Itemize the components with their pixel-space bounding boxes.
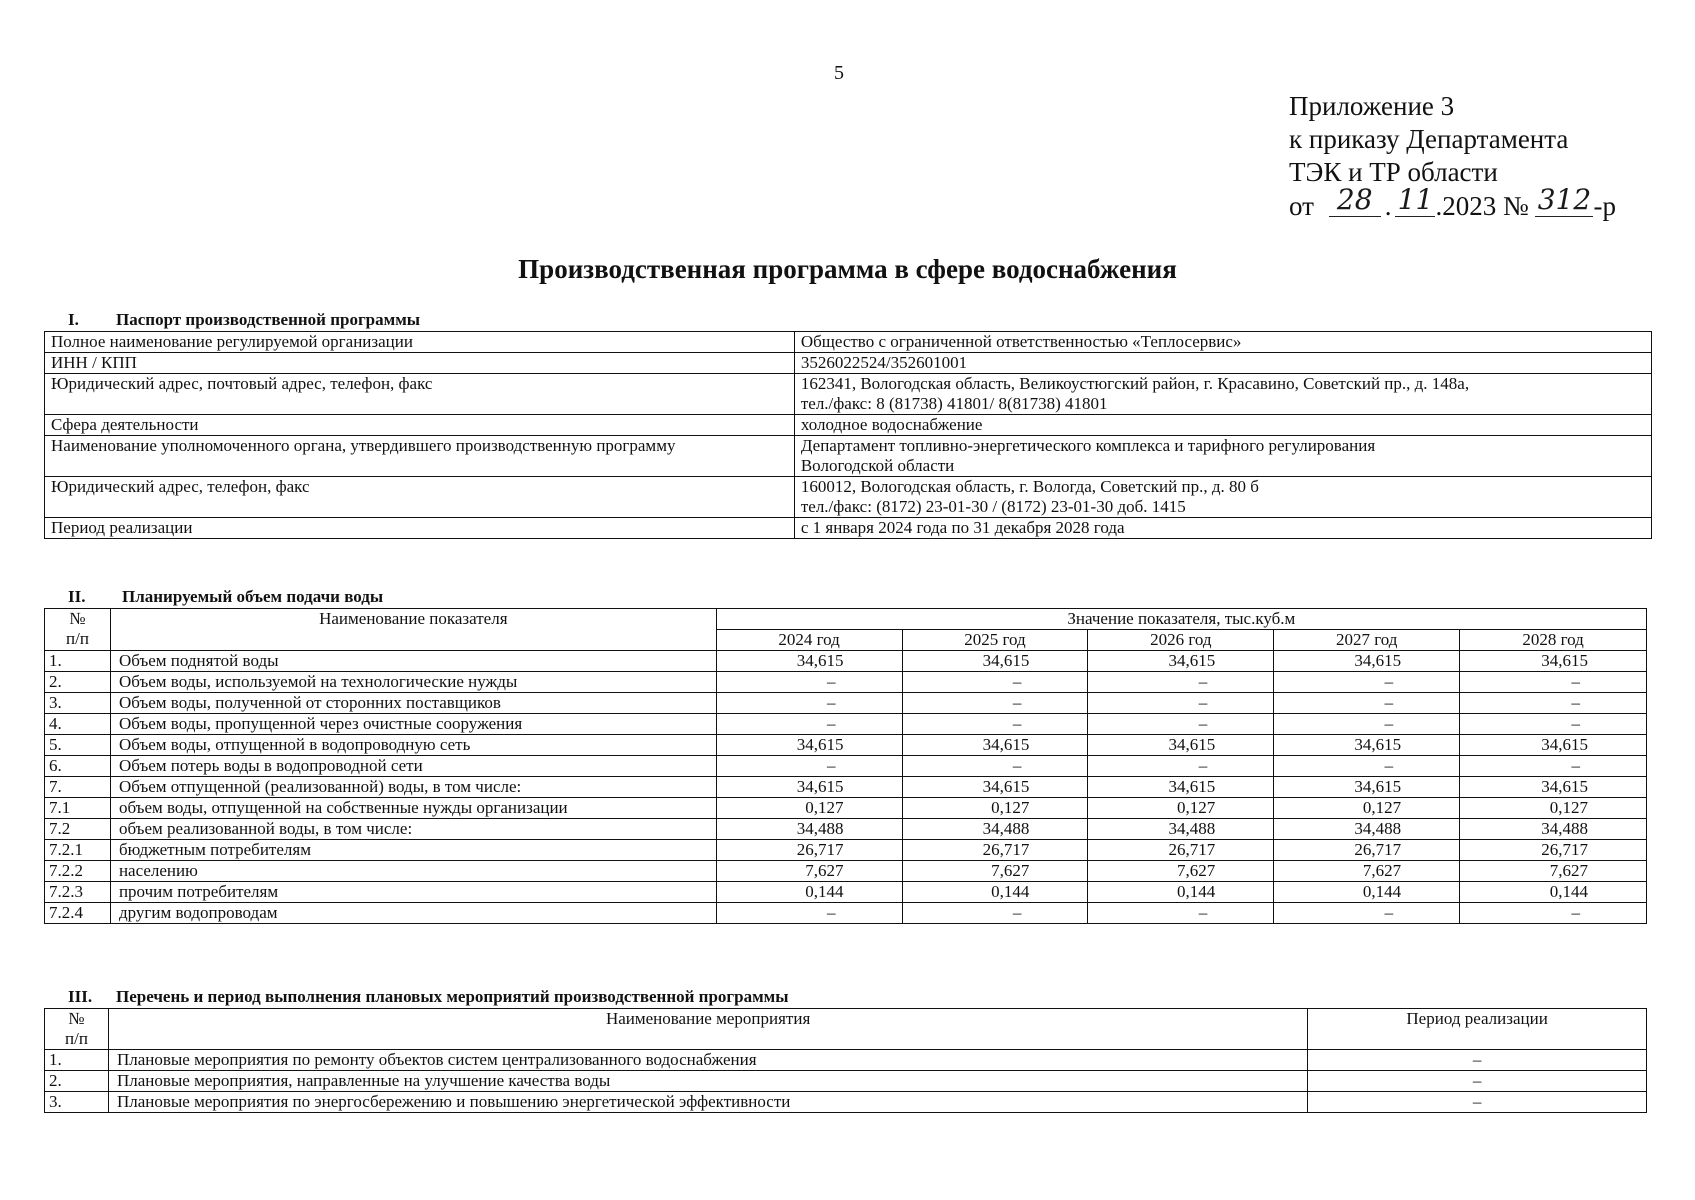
table-row [45,477,1652,518]
table-row [45,518,1652,539]
date-prefix: от [1289,191,1314,221]
indicator-value: 34,615 [902,777,1088,798]
indicator-name: Объем поднятой воды [110,651,716,672]
table-row [45,882,1647,903]
column-header-number [45,609,111,651]
measure-period: – [1308,1092,1647,1113]
table-row [45,735,1647,756]
passport-table [44,331,1652,539]
column-header-number-line-1: № [69,609,86,628]
passport-label: Юридический адрес, почтовый адрес, телефон, факс [45,374,795,415]
date-day-field [1329,183,1381,217]
table-row [45,374,1652,415]
section-1-title [68,310,420,330]
indicator-value: – [902,903,1088,924]
indicator-value: – [1460,672,1647,693]
column-header-year: 2028 год [1460,630,1647,651]
indicator-value: – [1460,693,1647,714]
column-header-year: 2024 год [716,630,902,651]
indicator-value: 34,615 [1274,651,1460,672]
indicator-value: 34,615 [1460,735,1647,756]
table-row [45,651,1647,672]
indicator-value: – [1460,714,1647,735]
table-row [45,777,1647,798]
row-number: 7.2.1 [45,840,111,861]
row-number: 5. [45,735,111,756]
appendix-line-3: ТЭК и ТР области [1289,157,1498,187]
row-number: 4. [45,714,111,735]
indicator-name: Объем воды, используемой на технологические нужды [110,672,716,693]
row-number: 7.2.3 [45,882,111,903]
appendix-block [1289,90,1616,223]
passport-label: Сфера деятельности [45,415,795,436]
row-number: 1. [45,1050,109,1071]
indicator-value: – [1088,672,1274,693]
indicator-value: 26,717 [902,840,1088,861]
section-2-title [68,587,383,607]
section-1-number: I. [68,310,79,329]
section-2-label: Планируемый объем подачи воды [122,587,384,606]
table-header-row [45,609,1647,630]
indicator-value: 0,127 [902,798,1088,819]
passport-value [794,374,1651,415]
passport-value: 3526022524/352601001 [794,353,1651,374]
passport-value-line-1: 160012, Вологодская область, г. Вологда, Советский пр., д. 80 б [800,477,1259,496]
indicator-value: 0,127 [1460,798,1647,819]
passport-value: Общество с ограниченной ответственностью «Теплосервис» [794,332,1651,353]
indicator-value: 34,615 [902,735,1088,756]
table-row [45,1050,1647,1071]
table-row [45,840,1647,861]
indicator-value: 34,615 [1460,651,1647,672]
row-number: 7.2 [45,819,111,840]
row-number: 3. [45,1092,109,1113]
indicator-value: – [1274,903,1460,924]
indicator-name: населению [110,861,716,882]
measure-name: Плановые мероприятия по энергосбережению и повышению энергетической эффективности [108,1092,1307,1113]
measure-name: Плановые мероприятия по ремонту объектов систем централизованного водоснабжения [108,1050,1307,1071]
row-number: 7.1 [45,798,111,819]
column-header-year: 2025 год [902,630,1088,651]
section-3-label: Перечень и период выполнения плановых мероприятий производственной программы [116,987,789,1006]
indicator-value: 7,627 [716,861,902,882]
row-number: 6. [45,756,111,777]
passport-value: с 1 января 2024 года по 31 декабря 2028 года [794,518,1651,539]
section-3-title [68,987,789,1007]
indicator-value: 34,615 [1274,735,1460,756]
appendix-date-line [1289,183,1616,223]
indicator-value: 0,144 [902,882,1088,903]
indicator-name: Объем воды, отпущенной в водопроводную сеть [110,735,716,756]
appendix-line-1: Приложение 3 [1289,91,1455,121]
passport-label: Наименование уполномоченного органа, утвердившего производственную программу [45,436,795,477]
column-header-measure: Наименование мероприятия [108,1009,1307,1050]
table-row [45,1092,1647,1113]
row-number: 7. [45,777,111,798]
passport-value-line-2: Вологодской области [800,456,955,475]
indicator-value: – [716,903,902,924]
row-number: 3. [45,693,111,714]
indicator-value: – [1460,903,1647,924]
indicator-value: 34,488 [1460,819,1647,840]
indicator-value: 0,144 [1460,882,1647,903]
page-number: 5 [834,62,844,84]
order-suffix: -р [1593,191,1616,221]
indicator-value: 7,627 [1274,861,1460,882]
indicator-value: – [1274,693,1460,714]
passport-value-line-1: Департамент топливно-энергетического комплекса и тарифного регулирования [800,436,1376,455]
indicator-name: Объем потерь воды в водопроводной сети [110,756,716,777]
indicator-value: – [1088,693,1274,714]
indicator-value: – [1088,714,1274,735]
table-row [45,1071,1647,1092]
indicator-value: – [716,672,902,693]
indicator-value: 0,144 [1274,882,1460,903]
column-header-number [45,1009,109,1050]
section-1-label: Паспорт производственной программы [116,310,421,329]
indicator-value: 34,615 [1088,735,1274,756]
column-header-number-line-1: № [68,1009,85,1028]
passport-value [794,436,1651,477]
column-header-number-line-2: п/п [66,629,89,648]
indicator-value: 34,488 [902,819,1088,840]
indicator-value: – [1460,756,1647,777]
table-row [45,436,1652,477]
indicator-value: 26,717 [716,840,902,861]
row-number: 2. [45,672,111,693]
indicator-value: – [902,714,1088,735]
order-number-handwritten: 312 [1537,183,1592,216]
indicator-value: – [902,756,1088,777]
indicator-value: 34,488 [716,819,902,840]
indicator-name: бюджетным потребителям [110,840,716,861]
table-row [45,415,1652,436]
indicator-name: Объем воды, полученной от сторонних поставщиков [110,693,716,714]
table-header-row [45,1009,1647,1050]
date-separator: . [1384,191,1392,221]
table-row [45,903,1647,924]
table-row [45,798,1647,819]
passport-label: ИНН / КПП [45,353,795,374]
indicator-value: 0,127 [716,798,902,819]
table-row [45,332,1652,353]
indicator-value: 34,615 [902,651,1088,672]
indicator-value: – [716,693,902,714]
section-3-number: III. [68,987,93,1006]
table-row [45,693,1647,714]
passport-value-line-2: тел./факс: 8 (81738) 41801/ 8(81738) 41801 [800,394,1108,413]
indicator-value: 0,127 [1088,798,1274,819]
indicator-value: – [716,756,902,777]
passport-value: холодное водоснабжение [794,415,1651,436]
row-number: 2. [45,1071,109,1092]
indicator-value: – [1274,756,1460,777]
water-supply-table-body [45,651,1647,924]
indicator-value: 34,615 [1088,651,1274,672]
column-header-period: Период реализации [1308,1009,1647,1050]
indicator-value: – [1088,903,1274,924]
table-row [45,819,1647,840]
indicator-value: – [1274,672,1460,693]
document-title: Производственная программа в сфере водоснабжения [518,254,1177,284]
indicator-value: 0,144 [716,882,902,903]
table-row [45,756,1647,777]
indicator-name: другим водопроводам [110,903,716,924]
passport-value-line-1: 162341, Вологодская область, Великоустюгский район, г. Красавино, Советский пр., д. 148а, [800,374,1470,393]
order-number-field [1535,183,1593,217]
indicator-value: 34,615 [716,735,902,756]
passport-label: Юридический адрес, телефон, факс [45,477,795,518]
indicator-value: – [716,714,902,735]
indicator-name: объем реализованной воды, в том числе: [110,819,716,840]
passport-label: Полное наименование регулируемой организации [45,332,795,353]
indicator-value: 7,627 [902,861,1088,882]
indicator-value: 0,144 [1088,882,1274,903]
measure-name: Плановые мероприятия, направленные на улучшение качества воды [108,1071,1307,1092]
indicator-value: 34,615 [716,777,902,798]
measure-period: – [1308,1050,1647,1071]
indicator-value: 26,717 [1274,840,1460,861]
table-row [45,714,1647,735]
date-day-handwritten: 28 [1336,183,1373,216]
date-year: .2023 № [1435,191,1529,221]
date-month-handwritten: 11 [1397,183,1434,216]
indicator-value: 7,627 [1460,861,1647,882]
indicator-value: 34,615 [716,651,902,672]
indicator-value: 7,627 [1088,861,1274,882]
indicator-value: 34,615 [1460,777,1647,798]
indicator-value: 34,488 [1274,819,1460,840]
indicator-value: 34,615 [1274,777,1460,798]
date-month-field [1395,183,1435,217]
indicator-value: 34,488 [1088,819,1274,840]
passport-value-line-2: тел./факс: (8172) 23-01-30 / (8172) 23-01-30 доб. 1415 [800,497,1186,516]
row-number: 1. [45,651,111,672]
table-row [45,353,1652,374]
indicator-name: объем воды, отпущенной на собственные нужды организации [110,798,716,819]
column-header-year: 2026 год [1088,630,1274,651]
row-number: 7.2.4 [45,903,111,924]
appendix-line-2: к приказу Департамента [1289,124,1569,154]
column-header-indicator: Наименование показателя [110,609,716,651]
indicator-value: – [902,672,1088,693]
table-row [45,861,1647,882]
indicator-value: – [1274,714,1460,735]
indicator-value: 26,717 [1088,840,1274,861]
indicator-value: 0,127 [1274,798,1460,819]
indicator-value: – [902,693,1088,714]
row-number: 7.2.2 [45,861,111,882]
passport-value [794,477,1651,518]
section-2-number: II. [68,587,86,606]
indicator-name: Объем воды, пропущенной через очистные сооружения [110,714,716,735]
indicator-value: 34,615 [1088,777,1274,798]
measure-period: – [1308,1071,1647,1092]
water-supply-table [44,608,1647,924]
indicator-name: Объем отпущенной (реализованной) воды, в том числе: [110,777,716,798]
planned-measures-table [44,1008,1647,1113]
indicator-value: 26,717 [1460,840,1647,861]
indicator-name: прочим потребителям [110,882,716,903]
column-header-year: 2027 год [1274,630,1460,651]
column-header-value-group: Значение показателя, тыс.куб.м [716,609,1646,630]
table-row [45,672,1647,693]
passport-label: Период реализации [45,518,795,539]
column-header-number-line-2: п/п [65,1029,88,1048]
indicator-value: – [1088,756,1274,777]
